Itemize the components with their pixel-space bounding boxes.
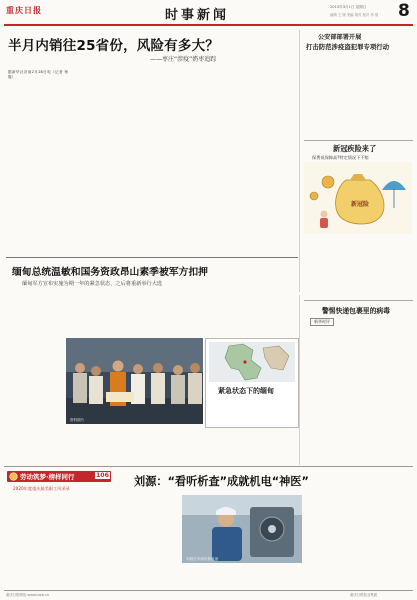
- footer-rule: [4, 590, 413, 591]
- masthead: [0, 0, 417, 26]
- sidebar-kicker: 公安部部署开展: [318, 34, 362, 41]
- emergency-box-text: [210, 397, 294, 423]
- labor-photo-caption: 刘源在车间检修设备: [186, 557, 219, 561]
- labor-text-col-2: [66, 500, 120, 588]
- labor-badge: [7, 470, 125, 495]
- page-number: 8: [398, 1, 410, 21]
- myanmar-text-col-1: [8, 291, 62, 419]
- myanmar-text-col-4: [182, 291, 236, 335]
- myanmar-headline: 缅甸总统温敏和国务资政昂山素季被军方扣押: [12, 267, 208, 278]
- lead-text-col-3: [124, 70, 178, 253]
- myanmar-text-col-2: [66, 291, 120, 335]
- myanmar-photo-caption: 资料图片: [70, 418, 85, 422]
- labor-badge-text: 劳动筑梦·榜样同行: [20, 473, 75, 481]
- labor-text-col-5: [306, 472, 358, 588]
- myanmar-text-lower-col-3: [136, 428, 202, 460]
- emergency-box: [205, 338, 299, 428]
- insurance-text-col-2: [360, 238, 412, 292]
- labor-top-rule: [4, 466, 413, 467]
- emergency-box-title: 紧急状态下的缅甸: [218, 387, 274, 395]
- machine-graphic: [250, 507, 294, 557]
- editors-line: 编辑 王 刚 美编 胡茂 校对 李 翔: [330, 13, 379, 17]
- date-line: 2015年3月1日 星期日: [330, 5, 367, 9]
- lead-text-col-4: [182, 70, 236, 253]
- express-column-tag: 新华时评: [310, 318, 334, 326]
- sidebar-divider: [304, 140, 413, 141]
- insurance-text-col-1: [305, 238, 357, 292]
- insurance-subtitle: 保费低保障高?特定情况下不赔: [312, 155, 369, 160]
- express-title: 警惕快递包裹里的病毒: [322, 307, 390, 315]
- sidebar-text-col-2: [360, 56, 412, 136]
- express-text-col-2: [360, 320, 412, 460]
- express-text-col-1: [305, 328, 357, 460]
- medal-icon: [9, 472, 18, 481]
- section-title: 时事新闻: [165, 8, 230, 23]
- lead-text-col-5: [240, 70, 294, 253]
- lead-subheadline: ——枣庄“涉疫”奶枣追踪: [150, 56, 217, 63]
- myanmar-top-rule: [6, 257, 298, 258]
- express-top-rule: [304, 300, 413, 301]
- labor-headline: 刘源：“看听析查”成就机电“神医”: [134, 475, 309, 488]
- labor-text-col-4: [182, 566, 302, 588]
- masthead-rule: [4, 24, 413, 26]
- labor-photo: [182, 495, 302, 563]
- sidebar-text-col-1: [305, 56, 357, 136]
- lead-text-col-1: [8, 77, 62, 253]
- lead-text-col-2: [66, 70, 120, 253]
- labor-badge-subtitle: 2020年度重庆最美职工风采录: [13, 486, 70, 491]
- myanmar-text-lower-col-2: [66, 428, 132, 460]
- myanmar-text-col-5: [240, 291, 294, 335]
- masthead-logo: 重庆日报: [6, 5, 42, 15]
- footer-left: 重庆日报网址 www.cqrb.cn: [6, 593, 50, 597]
- lead-right-divider: [299, 30, 300, 292]
- myanmar-text-col-3: [124, 291, 178, 335]
- sidebar-title: 打击防范涉疫盗犯罪专项行动: [306, 43, 390, 51]
- lead-headline: 半月内销往25省份，风险有多大？: [8, 38, 219, 54]
- myanmar-map-graphic: [209, 342, 295, 382]
- labor-badge-number: 106: [96, 471, 109, 479]
- labor-text-col-1: [8, 500, 62, 588]
- footer-right: 重庆日报报业集团: [350, 593, 378, 597]
- labor-text-col-6: [361, 472, 413, 588]
- lead-byline: 据新华社济南2月28日电（记者 杨 璇）: [8, 70, 68, 80]
- insurance-illustration: [304, 162, 412, 234]
- labor-text-col-3: [124, 500, 178, 588]
- person-icon: [320, 211, 328, 229]
- insurance-stamp: 新冠险: [350, 201, 370, 208]
- myanmar-subheadline: 缅甸军方宣布实施为期一年的紧急状态，之后将重新举行大选: [22, 281, 163, 287]
- myanmar-photo: [66, 338, 203, 424]
- insurance-title: 新冠疾险来了: [333, 144, 377, 153]
- myanmar-text-lower-col-1: [8, 424, 62, 460]
- express-left-divider: [299, 295, 300, 465]
